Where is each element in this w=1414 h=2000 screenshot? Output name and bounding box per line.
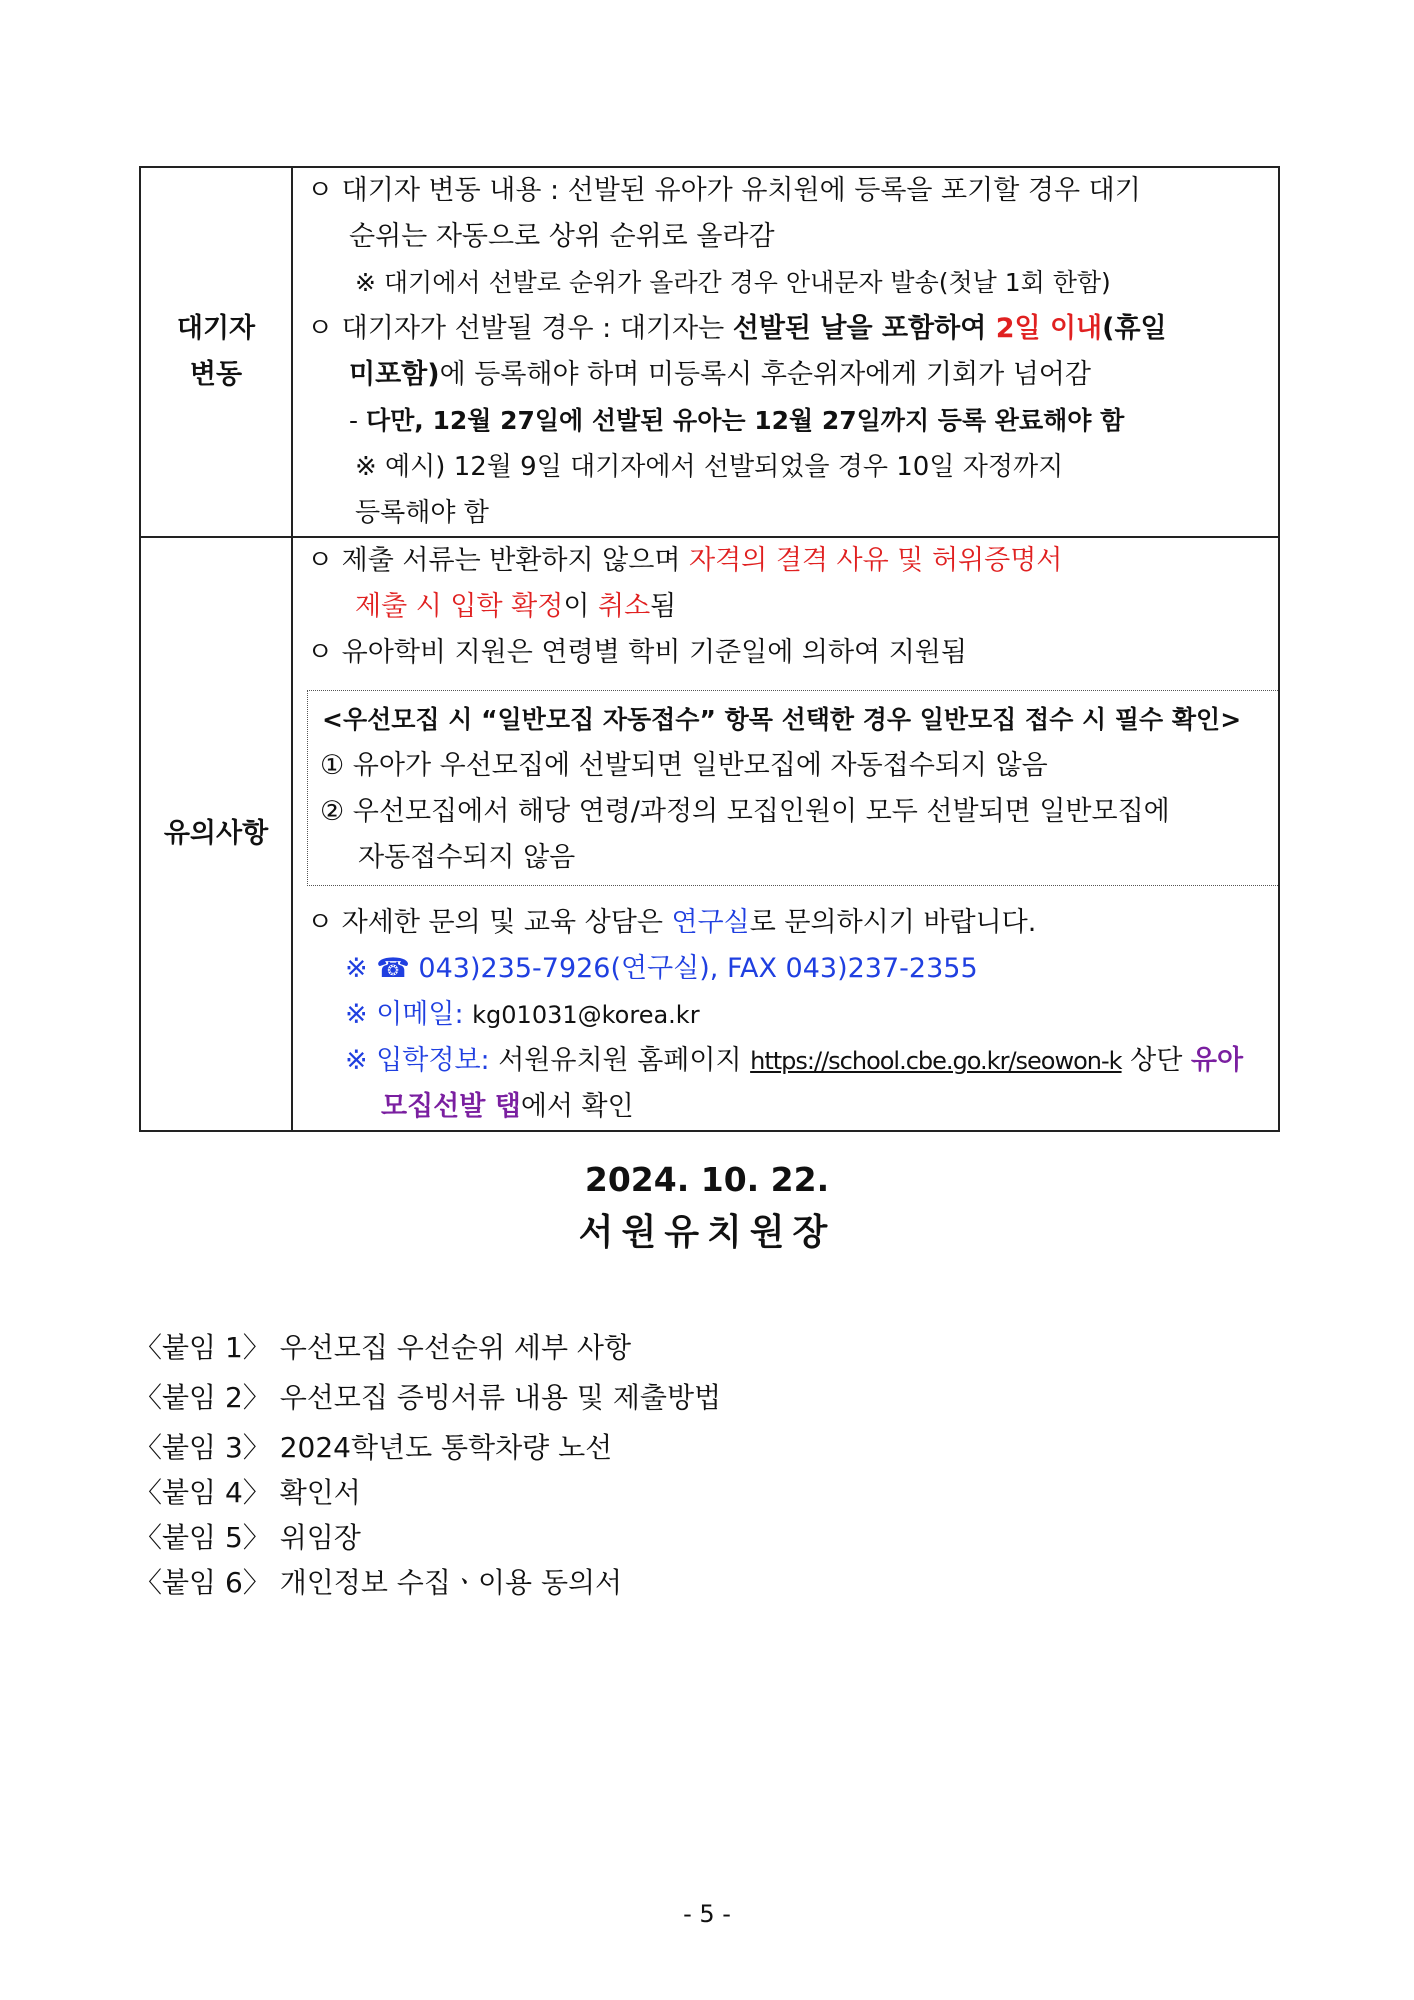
highlight-text: 제출 시 입학 확정 [355,591,564,622]
row-label-notes [140,537,292,1131]
row-content-waitlist [292,167,1279,537]
waitlist-line-4 [293,306,1278,352]
text: 됨 [650,591,677,622]
signature: 서원유치원장 [578,1212,836,1253]
page-number: - 5 - [683,1900,731,1928]
waitlist-example-2: 등록해야 함 [355,498,489,528]
highlight-text: 유아 [1190,1045,1244,1076]
row-content-notes [292,537,1279,1131]
text: 로 문의하시기 바랍니다. [749,907,1037,938]
attachment-item: 〈붙임 6〉 개인정보 수집ㆍ이용 동의서 [134,1566,623,1599]
row-label-waitlist [140,167,292,537]
label-line: 변동 [189,359,243,390]
label-line: 대기자 [176,313,256,344]
text: 에 등록해야 하며 미등록시 후순위자에게 기회가 넘어감 [439,359,1091,390]
label-line: 유의사항 [163,818,269,849]
waitlist-line-1: ㅇ 대기자 변동 내용 : 선발된 유아가 유치원에 등록을 포기할 경우 대기 [307,175,1141,206]
highlight-text: 연구실 [671,907,750,938]
notes-line-1 [293,538,1278,584]
attachment-item: 〈붙임 1〉 우선모집 우선순위 세부 사항 [134,1331,631,1364]
contact-email [293,992,1278,1038]
highlight-text: 자격의 결격 사유 및 허위증명서 [688,545,1063,576]
highlight-text: ※ 이메일: [345,999,473,1030]
attachment-item: 〈붙임 2〉 우선모집 증빙서류 내용 및 제출방법 [134,1381,722,1414]
contact-phone: ※ ☎ 043)235-7926(연구실), FAX 043)237-2355 [345,953,978,984]
box-item-1: ① 유아가 우선모집에 선발되면 일반모집에 자동접수되지 않음 [320,750,1048,781]
highlight-text: 모집선발 탭 [381,1091,521,1122]
attachment-item: 〈붙임 5〉 위임장 [134,1521,361,1554]
highlight-text: 취소 [598,591,651,622]
waitlist-example-1: ※ 예시) 12월 9일 대기자에서 선발되었을 경우 10일 자정까지 [355,452,1064,482]
highlight-text: 2일 이내 [995,313,1103,344]
document-date: 2024. 10. 22. [584,1160,830,1199]
notes-line-2 [293,584,1278,630]
text: 상단 [1121,1045,1191,1076]
box-item-2-cont: 자동접수되지 않음 [358,842,576,873]
bold-text: 미포함) [349,359,440,390]
attachment-item: 〈붙임 4〉 확인서 [134,1476,361,1509]
table-row-notes [140,537,1279,1131]
notes-line-3: ㅇ 유아학비 지원은 연령별 학비 기준일에 의하여 지원됨 [307,637,967,668]
text: ㅇ 자세한 문의 및 교육 상담은 [307,907,672,938]
highlight-text: ※ 입학정보: [345,1045,499,1076]
contact-line-1 [293,900,1278,946]
waitlist-line-5 [293,352,1278,398]
box-item-2: ② 우선모집에서 해당 연령/과정의 모집인원이 모두 선발되면 일반모집에 [320,796,1170,827]
text: 서원유치원 홈페이지 [498,1045,751,1076]
box-title: <우선모집 시 “일반모집 자동접수” 항목 선택한 경우 일반모집 접수 시 필수 확인> [322,705,1242,734]
bold-text: 선발된 날을 포함하여 [732,313,996,344]
contact-info [293,1038,1278,1084]
bold-text: 다만, 12월 27일에 선발된 유아는 12월 27일까지 등록 완료해야 함 [365,406,1125,435]
email-text: kg01031@korea.kr [472,1001,700,1029]
attachment-item: 〈붙임 3〉 2024학년도 통학차량 노선 [134,1431,613,1464]
waitlist-line-2: 순위는 자동으로 상위 순위로 올라감 [349,221,775,252]
contact-info-cont [293,1084,1278,1130]
table-row-waitlist [140,167,1279,537]
homepage-link[interactable]: https://school.cbe.go.kr/seowon-k [750,1047,1122,1075]
waitlist-line-6 [293,398,1278,444]
notice-table [139,166,1280,1132]
text: ㅇ 제출 서류는 반환하지 않으며 [307,545,689,576]
text: ㅇ 대기자가 선발될 경우 : 대기자는 [307,313,733,344]
text: 이 [563,591,598,622]
priority-notice-box [307,690,1278,886]
bold-text: (휴일 [1102,313,1167,344]
text: 에서 확인 [520,1091,634,1122]
text: - [349,406,366,435]
waitlist-note-1: ※ 대기에서 선발로 순위가 올라간 경우 안내문자 발송(첫날 1회 한함) [355,268,1111,297]
